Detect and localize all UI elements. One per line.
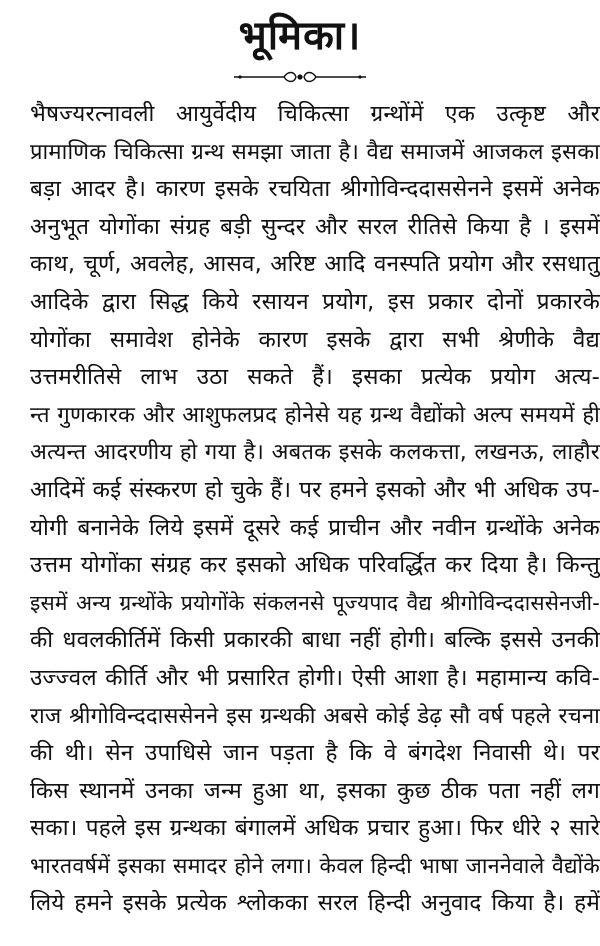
text-line: उत्तम योगोंका संग्रह कर इसको अधिक परिवर्द्धित कर दिया है। किन्तु [30, 552, 600, 579]
body-text [30, 96, 600, 923]
text-line: किस स्थानमें उनका जन्म हुआ था, इसका कुछ ठीक पता नहीं लग [30, 777, 600, 804]
text-line: आदिमें कई संस्करण हो चुके हैं। पर हमने इसको और भी अधिक उप- [30, 476, 600, 503]
text-line: आदिके द्वारा सिद्ध किये रसायन प्रयोग, इस प्रकार दोनों प्रकारके [30, 288, 600, 315]
page-title: भूमिका। [238, 13, 362, 59]
text-line: योगी बनानेके लिये इसमें दूसरे कई प्राचीन और नवीन ग्रन्थोंके अनेक [30, 514, 600, 541]
decorative-flourish-icon [230, 70, 370, 84]
text-line: की थी। सेन उपाधिसे जान पड़ता है कि वे बंगदेश निवासी थे। पर [30, 740, 600, 767]
text-line: की धवलकीर्तिमें किसी प्रकारकी बाधा नहीं होगी। बल्कि इससे उनकी [30, 627, 600, 654]
text-line: अत्यन्त आदरणीय हो गया है। अबतक इसके कलकत्ता, लखनऊ, लाहौर [30, 440, 600, 466]
text-line: इसमें अन्य ग्रन्थोंके प्रयोगोंके संकलनसे पूज्यपाद वैद्य श्रीगोविन्ददाससेनजी- [30, 590, 600, 615]
text-line: योगोंका समावेश होनेके कारण इसके द्वारा सभी श्रेणीके वैद्य [30, 326, 600, 353]
text-line: सका। पहले इस ग्रन्थका बंगालमें अधिक प्रचार हुआ। फिर धीरे २ सारे [30, 815, 600, 842]
text-line: अनुभूत योगोंका संग्रह बड़ी सुन्दर और सरल रीतिसे किया है । इसमें [30, 213, 600, 240]
text-line: भारतवर्षमें इसका समादर होने लगा। केवल हिन्दी भाषा जाननेवाले वैद्योंके [30, 853, 600, 879]
text-line: बड़ा आदर है। कारण इसके रचयिता श्रीगोविन्ददाससेनने इसमें अनेक [30, 176, 600, 203]
text-line: न्त गुणकारक और आशुफलप्रद होनेसे यह ग्रन्थ वैद्योंको अल्प समयमें ही [30, 402, 600, 428]
text-line: काथ, चूर्ण, अवलेह, आसव, अरिष्ट आदि वनस्पति प्रयोग और रसधातु [30, 251, 600, 278]
text-line: उत्तमरीतिसे लाभ उठा सकते हैं। इसका प्रत्येक प्रयोग अत्य- [30, 364, 600, 391]
text-line: प्रामाणिक चिकित्सा ग्रन्थ समझा जाता है। वैद्य समाजमें आजकल इसका [30, 139, 600, 165]
text-line: लिये हमने इसके प्रत्येक श्लोकका सरल हिन्दी अनुवाद किया है। हमें [30, 890, 600, 917]
text-line: भैषज्यरत्नावली आयुर्वेदीय चिकित्सा ग्रन्थोंमें एक उत्कृष्ट और [30, 101, 600, 127]
text-line: उज्ज्वल कीर्ति और भी प्रसारित होगी। ऐसी आशा है। महामान्य कवि- [30, 664, 600, 691]
text-line: राज श्रीगोविन्ददाससेनने इस ग्रन्थकी अबसे कोई डेढ़ सौ वर्ष पहले रचना [30, 703, 600, 729]
